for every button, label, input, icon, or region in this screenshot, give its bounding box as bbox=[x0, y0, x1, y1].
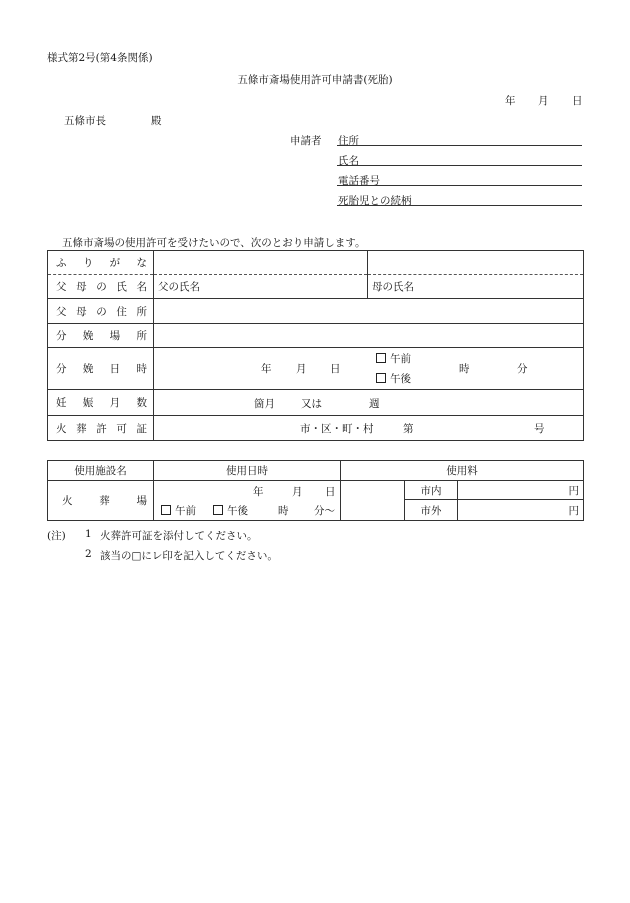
application-table bbox=[47, 250, 584, 441]
fee-nonresident-amount[interactable]: 円 bbox=[458, 500, 584, 521]
note-2-text: 該当の□にレ印を記入してください。 bbox=[100, 550, 278, 562]
row-furigana bbox=[48, 251, 584, 275]
checkbox-icon bbox=[161, 505, 171, 515]
am-checkbox[interactable]: 午前 bbox=[376, 351, 411, 366]
applicant-address-label: 住所 bbox=[338, 135, 359, 147]
applicant-label: 申請者 bbox=[290, 135, 322, 147]
row-cremation-permit bbox=[48, 416, 584, 441]
applicant-name-label: 氏名 bbox=[338, 155, 359, 167]
usage-row-resident bbox=[48, 481, 584, 500]
form-number: 様式第2号(第4条関係) bbox=[47, 52, 153, 64]
applicant-address-line[interactable] bbox=[337, 145, 582, 146]
applicant-phone-label: 電話番号 bbox=[338, 175, 380, 187]
header-facility: 使用施設名 bbox=[48, 461, 154, 481]
pregnancy-field[interactable]: 箇月 又は 週 bbox=[154, 390, 584, 416]
pm-checkbox[interactable]: 午後 bbox=[376, 371, 411, 386]
delivery-datetime-field[interactable]: 年 月 日 午前 午後 時 分 bbox=[154, 348, 584, 390]
parent-name-label: 父 母 の 氏 名 bbox=[48, 275, 154, 299]
form-title: 五條市斎場使用許可申請書(死胎) bbox=[237, 74, 393, 86]
date-day-label: 日 bbox=[572, 95, 583, 107]
checkbox-icon bbox=[213, 505, 223, 515]
row-parent-name bbox=[48, 275, 584, 299]
applicant-relation-label: 死胎児との続柄 bbox=[338, 195, 412, 207]
applicant-phone-line[interactable] bbox=[337, 185, 582, 186]
usage-table bbox=[47, 460, 584, 521]
father-name-field[interactable]: 父の氏名 bbox=[154, 275, 368, 299]
furigana-mother-field[interactable] bbox=[368, 251, 584, 275]
row-delivery-datetime bbox=[48, 348, 584, 390]
applicant-name-line[interactable] bbox=[337, 165, 582, 166]
header-fee: 使用料 bbox=[341, 461, 584, 481]
pregnancy-label: 妊 娠 月 数 bbox=[48, 390, 154, 416]
fee-resident-label: 市内 bbox=[405, 481, 458, 500]
delivery-place-label: 分 娩 場 所 bbox=[48, 324, 154, 348]
parent-address-label: 父 母 の 住 所 bbox=[48, 299, 154, 324]
facility-crematorium: 火 葬 場 bbox=[48, 481, 154, 521]
note-1-number: 1 bbox=[85, 528, 92, 540]
checkbox-icon bbox=[376, 353, 386, 363]
row-delivery-place bbox=[48, 324, 584, 348]
mother-name-field[interactable]: 母の氏名 bbox=[368, 275, 584, 299]
delivery-datetime-label: 分 娩 日 時 bbox=[48, 348, 154, 390]
cremation-permit-field[interactable]: 市・区・町・村 第 号 bbox=[154, 416, 584, 441]
usage-datetime-field[interactable]: 年 月 日 午前 午後 時 分〜 bbox=[154, 481, 341, 521]
fee-blank-cell bbox=[341, 481, 405, 521]
furigana-label: ふ り が な bbox=[48, 251, 154, 275]
row-pregnancy bbox=[48, 390, 584, 416]
date-year-label: 年 bbox=[505, 95, 516, 107]
intro-text: 五條市斎場の使用許可を受けたいので、次のとおり申請します。 bbox=[62, 237, 366, 249]
parent-address-field[interactable] bbox=[154, 299, 584, 324]
usage-pm-checkbox[interactable]: 午後 bbox=[213, 503, 248, 518]
fee-nonresident-label: 市外 bbox=[405, 500, 458, 521]
fee-resident-amount[interactable]: 円 bbox=[458, 481, 584, 500]
furigana-father-field[interactable] bbox=[154, 251, 368, 275]
checkbox-icon bbox=[376, 373, 386, 383]
addressee-mayor: 五條市長 bbox=[64, 115, 106, 127]
cremation-permit-label: 火 葬 許 可 証 bbox=[48, 416, 154, 441]
usage-header-row bbox=[48, 461, 584, 481]
notes-prefix: (注) bbox=[47, 530, 66, 542]
applicant-relation-line[interactable] bbox=[337, 205, 582, 206]
row-parent-address bbox=[48, 299, 584, 324]
delivery-place-field[interactable] bbox=[154, 324, 584, 348]
header-datetime: 使用日時 bbox=[154, 461, 341, 481]
note-2-number: 2 bbox=[85, 548, 92, 560]
addressee-honorific: 殿 bbox=[151, 115, 162, 127]
note-1-text: 火葬許可証を添付してください。 bbox=[100, 530, 258, 542]
usage-am-checkbox[interactable]: 午前 bbox=[161, 503, 196, 518]
date-month-label: 月 bbox=[538, 95, 549, 107]
